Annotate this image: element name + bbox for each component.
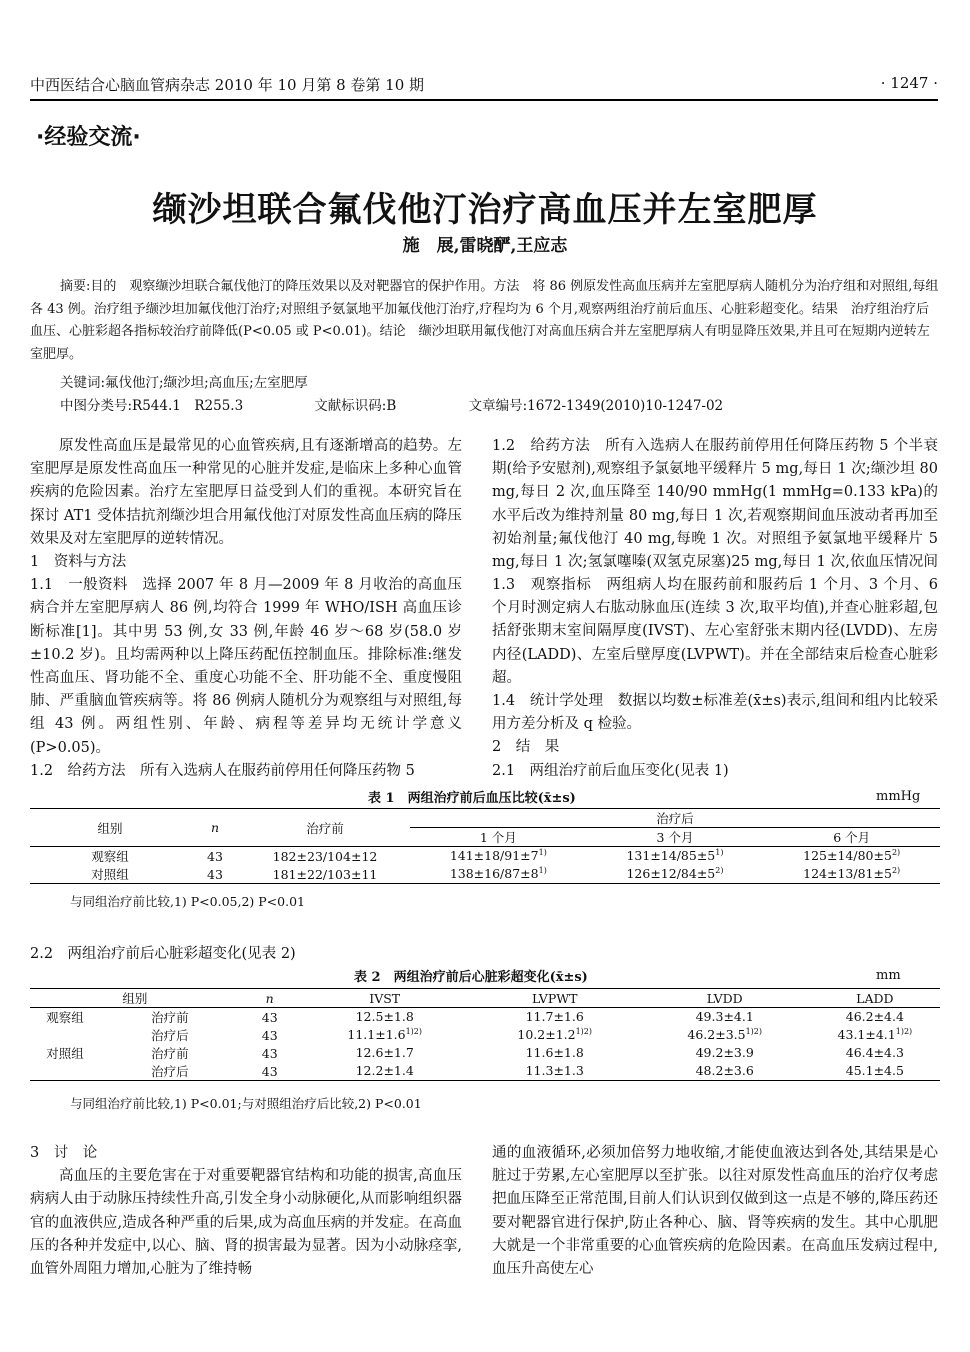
table2-note: 与同组治疗前比较,1) P<0.01;与对照组治疗后比较,2) P<0.01 [70, 1096, 422, 1111]
th-group: 组别 [97, 820, 123, 836]
abstract-text: 摘要:目的 观察缬沙坦联合氟伐他汀的降压效果以及对靶器官的保护作用。方法 将 86 例原发性高血压病并左室肥厚病人随机分为治疗组和对照组,每组各 43 例。治疗组予缬沙坦加氟伐他汀治疗;对照组予氨氯地平加氟伐他汀治疗,疗程均为 6 个月,观察两组治疗前后血压、心脏彩超变化。结果 治疗组治疗后血压、心脏彩超各指标较治疗前降低(P<0.05 或 P<0.01)。结论 缬沙坦联用氟伐他汀对高血压病合并左室肥厚病人有明显降压效果,并且可在短期内逆转左室肥厚。 [30, 279, 939, 362]
right-column [492, 435, 938, 783]
bp-result-line: 2.1 两组治疗前后血压变化(见表 1) [492, 762, 729, 779]
left-column [30, 435, 462, 783]
th-group: 组别 [122, 991, 148, 1006]
discussion-right-column [492, 1142, 938, 1281]
table-row: 对照组 43 181±22/103±11 $138\pm 16/87\pm 8^{1)}$ $126\pm 12/84\pm 5^{2)}$ $124\pm 13/81\pm 5^{2)}$ [91, 866, 901, 882]
article-number: 文章编号:1672-1349(2010)10-1247-02 [468, 398, 724, 414]
table2-echocardiography [30, 988, 940, 1081]
document-code: 文献标识码:B [314, 398, 397, 414]
general-data-paragraph: 1.1 一般资料 选择 2007 年 8 月—2009 年 8 月收治的高血压病合并左室肥厚病人 86 例,均符合 1999 年 WHO/ISH 高血压诊断标准[1]。其中男 53 例,女 33 例,年龄 46 岁～68 岁(58.0 岁±10.2 岁)。且均需两种以上降压药配伍控制血压。排除标准:继发性高血压、肾功能不全、重度心功能不全、肝功能不全、重度慢阻肺、严重脑血管疾病等。将 86 例病人随机分为观察组与对照组,每组 43 例。两组性别、年龄、病程等差异均无统计学意义(P>0.05)。 [30, 577, 462, 756]
th-after: 治疗后 [410, 809, 940, 828]
running-header [30, 74, 938, 95]
indices-paragraph: 1.3 观察指标 两组病人均在服药前和服药后 1 个月、3 个月、6 个月时测定病人右肱动脉血压(连续 3 次,取平均值),并查心脏彩超,包括舒张期末室间隔厚度(IVST)、左心室舒张末期内径(LVDD)、左房内径(LADD)、左室后壁厚度(LVPWT)。并在全部结束后检查心脏彩超。 [492, 577, 938, 686]
table-row: 治疗后 43 $11.1\pm 1.6^{1)2)}$ $10.2\pm 1.2^{1)2)}$ $46.2\pm 3.5^{1)2)}$ $43.1\pm 4.1^{1)2)}$ [151, 1027, 913, 1043]
discussion-paragraph-1: 高血压的主要危害在于对重要靶器官结构和功能的损害,高血压病病人由于动脉压持续性升高,引发全身小动脉硬化,从而影响组织器官的血液供应,造成各种严重的后果,成为高血压病的并发症。在高血压的各种并发症中,以心、脑、肾的损害最为显著。因为小动脉痉挛,血管外周阻力增加,心脏为了维持畅 [30, 1168, 462, 1278]
clc-number: 中图分类号:R544.1 R255.3 [60, 398, 244, 414]
journal-name: 中西医结合心脑血管病杂志 2010 年 10 月第 8 卷第 10 期 [30, 76, 425, 94]
table2-caption: 表 2 两组治疗前后心脏彩超变化(x̄±s) [354, 970, 588, 985]
heading-results: 2 结 果 [492, 739, 560, 756]
discussion-left-column [30, 1142, 462, 1281]
table-row: 观察组 治疗前 43 12.5±1.8 11.7±1.6 49.3±4.1 46.2±4.4 [46, 1009, 904, 1025]
article-title: 缬沙坦联合氟伐他汀治疗高血压并左室肥厚 [152, 190, 818, 230]
table1-unit: mmHg [876, 789, 921, 804]
dosing-paragraph: 1.2 给药方法 所有入选病人在服药前停用任何降压药物 5 个半衰期(给予安慰剂),观察组予氯氨地平缓释片 5 mg,每日 1 次;缬沙坦 80 mg,每日 2 次,血压降至 140/90 mmHg(1 mmHg=0.133 kPa)的水平后改为维持剂量 80 mg,每日 1 次,若观察期间血压波动者再加至初始剂量;氟伐他汀 40 mg,每晚 1 次。对照组予氨氯地平缓释片 5 mg,每日 1 次;氢氯噻嗪(双氢克尿塞)25 mg,每日 1 次,依血压情况间 [492, 438, 938, 571]
statistics-paragraph: 1.4 统计学处理 数据以均数±标准差(x̄±s)表示,组间和组内比较采用方差分析及 q 检验。 [492, 693, 938, 733]
th-lvdd: LVDD [706, 990, 743, 1006]
table2-unit: mm [876, 968, 901, 983]
table-row: 对照组 治疗前 43 12.6±1.7 11.6±1.8 49.2±3.9 46.4±4.3 [46, 1045, 904, 1061]
section-label: ·经验交流· [36, 125, 141, 150]
page-number: · 1247 · [880, 74, 938, 92]
th-n: n [265, 990, 274, 1006]
dosing-paragraph-start: 1.2 给药方法 所有入选病人在服药前停用任何降压药物 5 [30, 762, 415, 779]
echo-result-line: 2.2 两组治疗前后心脏彩超变化(见表 2) [30, 946, 296, 962]
classification-line [60, 394, 940, 414]
table1-blood-pressure [30, 808, 940, 884]
intro-paragraph: 原发性高血压是最常见的心血管疾病,且有逐渐增高的趋势。左室肥厚是原发性高血压一种常见的心脏并发症,是临床上多种心血管疾病的危险因素。治疗左室肥厚日益受到人们的重视。本研究旨在探讨 AT1 受体拮抗剂缬沙坦合用氟伐他汀对原发性高血压病的降压效果及对左室肥厚的逆转情况。 [30, 438, 462, 547]
table1-caption: 表 1 两组治疗前后血压比较(x̄±s) [368, 791, 576, 806]
th-ladd: LADD [856, 990, 894, 1006]
keywords: 关键词:氟伐他汀;缬沙坦;高血压;左室肥厚 [60, 375, 308, 391]
authors: 施 展,雷晓酽,王应志 [402, 236, 568, 256]
heading-discussion: 3 讨 论 [30, 1145, 98, 1161]
heading-methods: 1 资料与方法 [30, 554, 127, 571]
th-ivst: IVST [369, 990, 401, 1006]
table-row: 治疗后 43 12.2±1.4 11.3±1.3 48.2±3.6 45.1±4.5 [151, 1063, 904, 1079]
th-before: 治疗前 [306, 820, 344, 836]
th-lvpwt: LVPWT [531, 990, 578, 1006]
th-n: n [210, 820, 220, 835]
th-6month: 6 个月 [833, 830, 871, 845]
th-3month: 3 个月 [656, 830, 694, 845]
table1-note: 与同组治疗前比较,1) P<0.05,2) P<0.01 [70, 894, 305, 909]
discussion-paragraph-2: 通的血液循环,必须加倍努力地收缩,才能使血液达到各处,其结果是心脏过于劳累,左心室肥厚以至扩张。以往对原发性高血压的治疗仅考虑把血压降至正常范围,目前人们认识到仅做到这一点是不够的,降压药还要对靶器官进行保护,防止各种心、脑、肾等疾病的发生。其中心肌肥大就是一个非常重要的心血管疾病的危险因素。在高血压发病过程中,血压升高使左心 [492, 1145, 938, 1278]
abstract [30, 276, 940, 366]
header-rule [30, 99, 938, 101]
table-row: 观察组 43 182±23/104±12 $141\pm 18/91\pm 7^{1)}$ $131\pm 14/85\pm 5^{1)}$ $125\pm 14/80\pm 5^{2)}$ [30, 847, 940, 866]
th-1month: 1 个月 [479, 830, 517, 845]
